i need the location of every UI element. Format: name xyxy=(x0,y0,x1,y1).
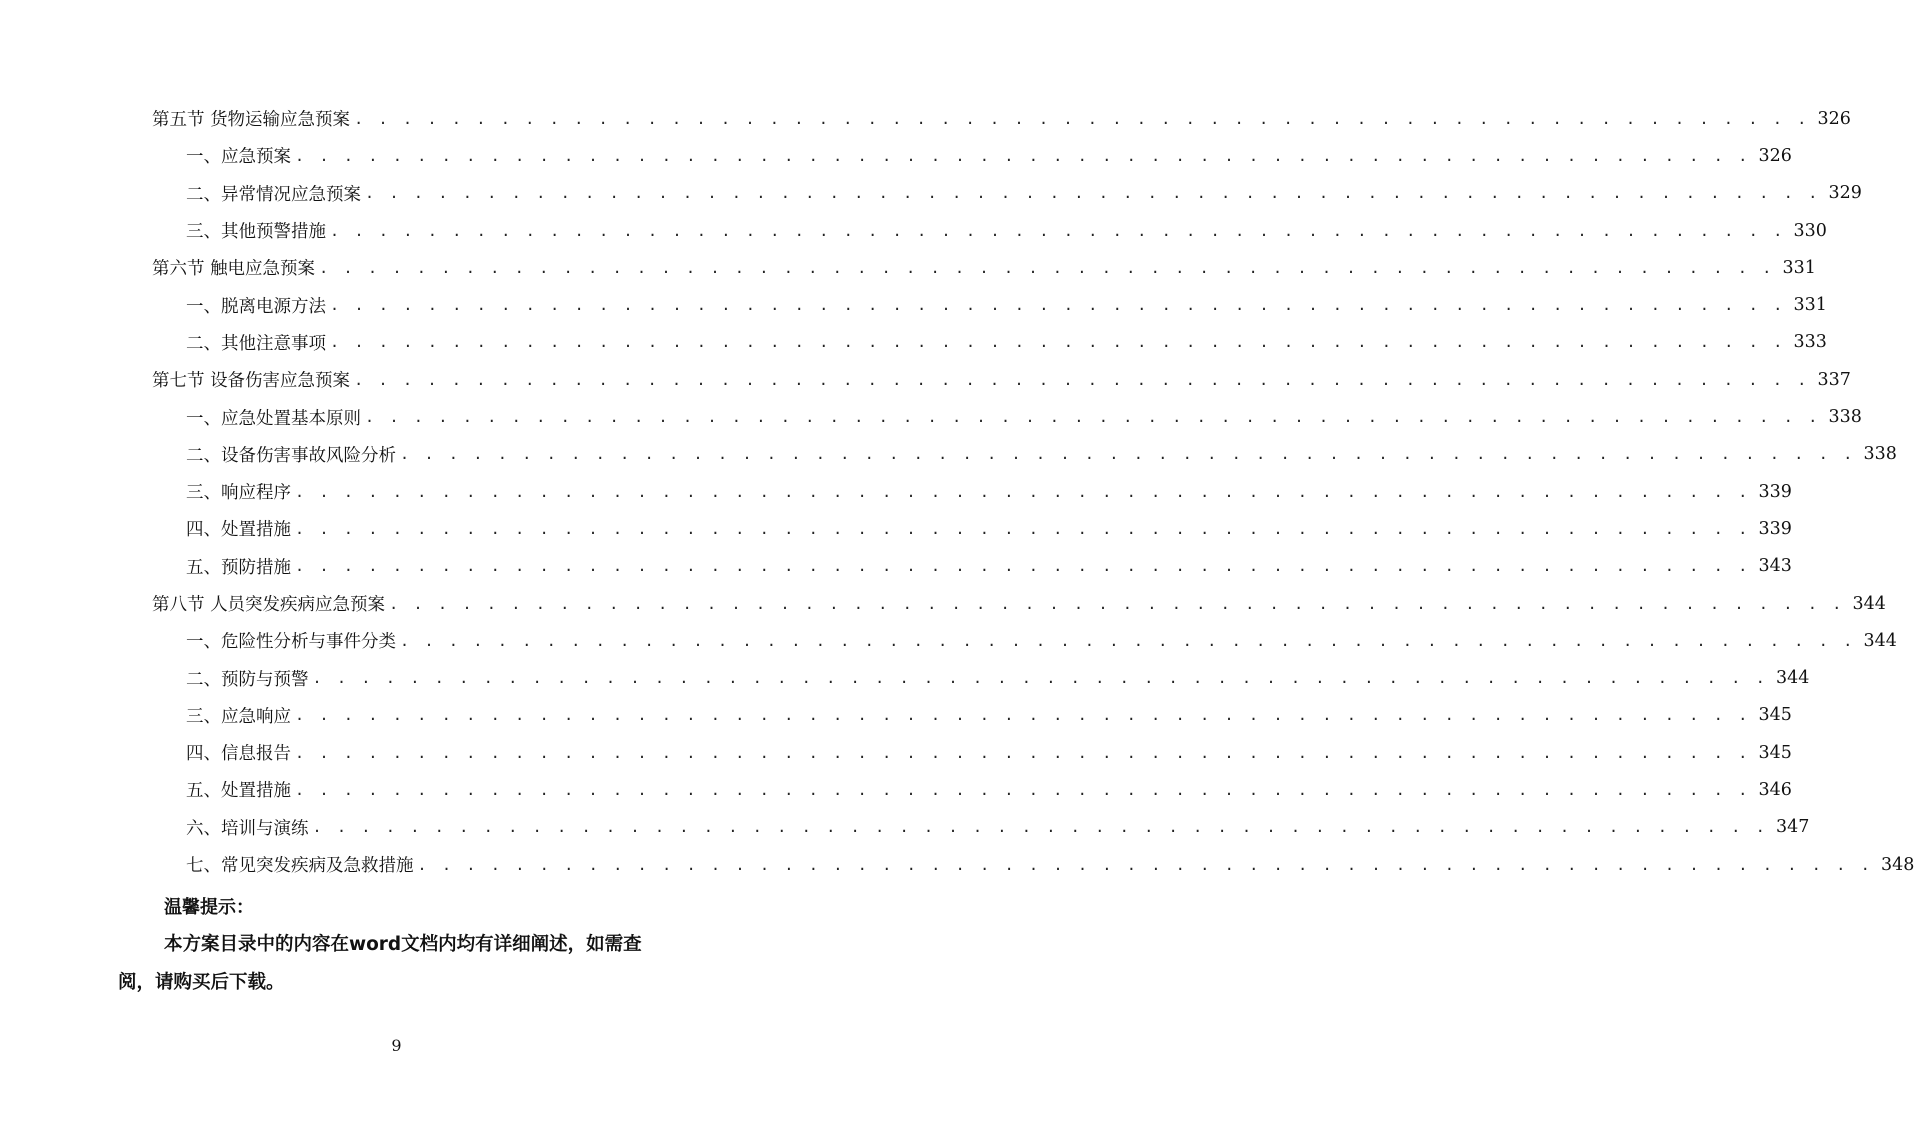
toc-subsection-entry[interactable] xyxy=(186,324,1827,361)
toc-entry-title: 七、常见突发疾病及急救措施 xyxy=(186,852,418,877)
toc-dot-leader: . . . . . . . . . . . . . . . . . . . . . . . . . . . . . . . . . . . . . . . . . . . . . . . . . . . . . . . . . . . . xyxy=(312,669,1768,688)
toc-section-entry[interactable] xyxy=(152,361,1851,398)
toc-entry-page-number: 333 xyxy=(1793,332,1827,353)
toc-dot-leader: . . . . . . . . . . . . . . . . . . . . . . . . . . . . . . . . . . . . . . . . . . . . . . . . . . . . . . . . . . . . xyxy=(365,184,1821,203)
toc-entry-title: 二、预防与预警 xyxy=(186,666,313,691)
toc-subsection-entry[interactable] xyxy=(186,510,1792,547)
toc-entry-page-number: 326 xyxy=(1817,108,1851,129)
toc-subsection-entry[interactable] xyxy=(186,286,1827,323)
toc-entry-title: 一、应急处置基本原则 xyxy=(186,405,365,430)
toc-dot-leader: . . . . . . . . . . . . . . . . . . . . . . . . . . . . . . . . . . . . . . . . . . . . . . . . . . . . . . . . . . . . xyxy=(330,296,1786,315)
toc-subsection-entry[interactable] xyxy=(186,212,1827,249)
toc-entry-title: 第八节 人员突发疾病应急预案 xyxy=(152,591,389,616)
toc-entry-page-number: 331 xyxy=(1782,257,1816,278)
toc-dot-leader: . . . . . . . . . . . . . . . . . . . . . . . . . . . . . . . . . . . . . . . . . . . . . . . . . . . . . . . . . . . . xyxy=(400,445,1856,464)
toc-dot-leader: . . . . . . . . . . . . . . . . . . . . . . . . . . . . . . . . . . . . . . . . . . . . . . . . . . . . . . . . . . . . xyxy=(354,109,1810,128)
toc-section-entry[interactable] xyxy=(152,249,1816,286)
toc-subsection-entry[interactable] xyxy=(186,734,1792,771)
toc-dot-leader: . . . . . . . . . . . . . . . . . . . . . . . . . . . . . . . . . . . . . . . . . . . . . . . . . . . . . . . . . . . . xyxy=(354,370,1810,389)
notice-title: 温馨提示： xyxy=(164,897,254,918)
toc-dot-leader: . . . . . . . . . . . . . . . . . . . . . . . . . . . . . . . . . . . . . . . . . . . . . . . . . . . . . . . . . . . . xyxy=(295,146,1751,165)
toc-entry-title: 一、应急预案 xyxy=(186,143,295,168)
toc-entry-title: 三、响应程序 xyxy=(186,479,295,504)
toc-dot-leader: . . . . . . . . . . . . . . . . . . . . . . . . . . . . . . . . . . . . . . . . . . . . . . . . . . . . . . . . . . . . xyxy=(295,557,1751,576)
toc-entry-page-number: 345 xyxy=(1758,705,1792,726)
toc-subsection-entry[interactable] xyxy=(186,436,1897,473)
toc-entry-title: 五、预防措施 xyxy=(186,554,295,579)
toc-entry-title: 五、处置措施 xyxy=(186,777,295,802)
toc-subsection-entry[interactable] xyxy=(186,809,1810,846)
toc-subsection-entry[interactable] xyxy=(186,175,1862,212)
notice-body: 本方案目录中的内容在word文档内均有详细阐述，如需查阅，请购买后下载。 xyxy=(118,934,642,993)
toc-entry-page-number: 339 xyxy=(1758,518,1792,539)
toc-entry-page-number: 344 xyxy=(1775,668,1810,689)
toc-entry-page-number: 337 xyxy=(1817,369,1851,390)
toc-dot-leader: . . . . . . . . . . . . . . . . . . . . . . . . . . . . . . . . . . . . . . . . . . . . . . . . . . . . . . . . . . . . xyxy=(295,743,1751,762)
table-of-contents xyxy=(0,100,1914,883)
toc-entry-title: 一、脱离电源方法 xyxy=(186,293,330,318)
toc-subsection-entry[interactable] xyxy=(186,846,1914,883)
toc-subsection-entry[interactable] xyxy=(186,622,1897,659)
toc-dot-leader: . . . . . . . . . . . . . . . . . . . . . . . . . . . . . . . . . . . . . . . . . . . . . . . . . . . . . . . . . . . . xyxy=(295,706,1751,725)
toc-dot-leader: . . . . . . . . . . . . . . . . . . . . . . . . . . . . . . . . . . . . . . . . . . . . . . . . . . . . . . . . . . . . xyxy=(389,594,1845,613)
toc-section-entry[interactable] xyxy=(152,100,1851,137)
toc-entry-title: 二、异常情况应急预案 xyxy=(186,181,365,206)
toc-entry-page-number: 346 xyxy=(1758,779,1792,800)
toc-entry-page-number: 338 xyxy=(1828,407,1862,428)
toc-entry-title: 二、设备伤害事故风险分析 xyxy=(186,442,400,467)
toc-entry-page-number: 329 xyxy=(1828,183,1862,204)
toc-entry-page-number: 345 xyxy=(1758,742,1792,763)
toc-entry-page-number: 344 xyxy=(1863,630,1897,651)
toc-entry-title: 四、处置措施 xyxy=(186,516,295,541)
page-number: 9 xyxy=(391,1036,402,1055)
toc-section-entry[interactable] xyxy=(152,585,1886,622)
toc-entry-title: 第五节 货物运输应急预案 xyxy=(152,106,354,131)
toc-entry-title: 一、危险性分析与事件分类 xyxy=(186,628,400,653)
toc-entry-page-number: 331 xyxy=(1793,295,1827,316)
toc-dot-leader: . . . . . . . . . . . . . . . . . . . . . . . . . . . . . . . . . . . . . . . . . . . . . . . . . . . . . . . . . . . . xyxy=(295,780,1751,799)
toc-subsection-entry[interactable] xyxy=(186,697,1792,734)
toc-subsection-entry[interactable] xyxy=(186,398,1862,435)
toc-entry-title: 第七节 设备伤害应急预案 xyxy=(152,367,354,392)
toc-subsection-entry[interactable] xyxy=(186,473,1792,510)
toc-dot-leader: . . . . . . . . . . . . . . . . . . . . . . . . . . . . . . . . . . . . . . . . . . . . . . . . . . . . . . . . . . . . xyxy=(295,519,1751,538)
toc-entry-title: 三、应急响应 xyxy=(186,703,295,728)
toc-dot-leader: . . . . . . . . . . . . . . . . . . . . . . . . . . . . . . . . . . . . . . . . . . . . . . . . . . . . . . . . . . . . xyxy=(330,333,1786,352)
toc-dot-leader: . . . . . . . . . . . . . . . . . . . . . . . . . . . . . . . . . . . . . . . . . . . . . . . . . . . . . . . . . . . . xyxy=(295,482,1751,501)
toc-dot-leader: . . . . . . . . . . . . . . . . . . . . . . . . . . . . . . . . . . . . . . . . . . . . . . . . . . . . . . . . . . . . xyxy=(330,221,1786,240)
toc-entry-page-number: 338 xyxy=(1863,444,1897,465)
toc-dot-leader: . . . . . . . . . . . . . . . . . . . . . . . . . . . . . . . . . . . . . . . . . . . . . . . . . . . . . . . . . . . . xyxy=(400,631,1856,650)
toc-entry-page-number: 344 xyxy=(1852,593,1886,614)
toc-entry-page-number: 326 xyxy=(1758,145,1792,166)
toc-entry-page-number: 343 xyxy=(1758,556,1792,577)
toc-entry-title: 四、信息报告 xyxy=(186,740,295,765)
toc-entry-title: 三、其他预警措施 xyxy=(186,218,330,243)
toc-entry-title: 第六节 触电应急预案 xyxy=(152,255,319,280)
toc-dot-leader: . . . . . . . . . . . . . . . . . . . . . . . . . . . . . . . . . . . . . . . . . . . . . . . . . . . . . . . . . . . . xyxy=(319,258,1775,277)
toc-entry-page-number: 330 xyxy=(1793,220,1827,241)
toc-dot-leader: . . . . . . . . . . . . . . . . . . . . . . . . . . . . . . . . . . . . . . . . . . . . . . . . . . . . . . . . . . . . xyxy=(365,408,1821,427)
toc-subsection-entry[interactable] xyxy=(186,548,1792,585)
toc-dot-leader: . . . . . . . . . . . . . . . . . . . . . . . . . . . . . . . . . . . . . . . . . . . . . . . . . . . . . . . . . . . . xyxy=(312,818,1768,837)
toc-subsection-entry[interactable] xyxy=(186,137,1792,174)
toc-subsection-entry[interactable] xyxy=(186,771,1792,808)
toc-subsection-entry[interactable] xyxy=(186,659,1810,696)
toc-entry-page-number: 348 xyxy=(1880,854,1914,875)
toc-entry-title: 六、培训与演练 xyxy=(186,815,313,840)
toc-entry-page-number: 347 xyxy=(1775,817,1810,838)
toc-dot-leader: . . . . . . . . . . . . . . . . . . . . . . . . . . . . . . . . . . . . . . . . . . . . . . . . . . . . . . . . . . . . xyxy=(417,855,1873,874)
toc-entry-title: 二、其他注意事项 xyxy=(186,330,330,355)
toc-entry-page-number: 339 xyxy=(1758,481,1792,502)
